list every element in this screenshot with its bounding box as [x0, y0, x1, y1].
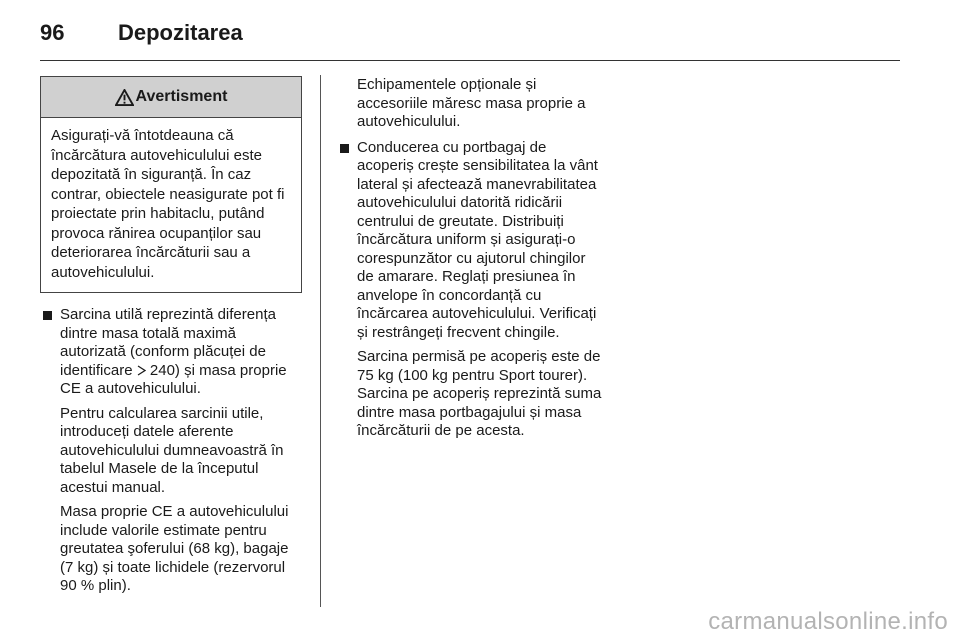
right-column	[337, 76, 605, 441]
section-title: Depozitarea	[118, 20, 243, 45]
header-rule	[40, 60, 900, 61]
warning-box	[40, 76, 302, 293]
paragraph-optional-equipment: Echipamentele opționale și accesoriile măresc masa proprie a autovehiculului.	[357, 76, 586, 130]
list-item-roof-rack	[337, 139, 605, 343]
column-divider	[320, 75, 321, 607]
bullet-text: Sarcina utilă reprezintă diferența dintre masa totală maximă autorizată (conform plăcuței de identificare 240) și masa proprie CE a autovehiculului.	[60, 306, 287, 397]
watermark: carmanualsonline.info	[708, 608, 948, 635]
warning-title: Avertisment	[135, 88, 228, 105]
bullet-text: Conducerea cu portbagaj de acoperiș crește sensibilitatea la vânt lateral și afectează manevrabilitatea autovehiculului datorită ridicării centrului de greutate. Distribuiți încărcătura uniform și asigurați-o corespunzător cu ajutorul chingilor de amarare. Reglați presiunea în anvelope în concordanță cu încărcarea autovehiculului. Verificați și restrângeți frecvent chingile.	[357, 138, 598, 341]
bullet-square-icon	[43, 311, 52, 320]
paragraph-payload-calc: Pentru calcularea sarcinii utile, introduceți datele aferente autovehiculului dumneavoastră în tabelul Masele de la începutul acestui manual.	[60, 404, 284, 496]
page-header	[40, 18, 243, 48]
warning-triangle-icon	[115, 89, 134, 106]
paragraph-roof-load: Sarcina permisă pe acoperiș este de 75 kg (100 kg pentru Sport tourer). Sarcina pe acoperiș reprezintă suma dintre masa portbagajului și masa încărcăturii de pe acesta.	[357, 348, 602, 439]
list-item-payload	[40, 306, 302, 399]
warning-header	[41, 77, 301, 118]
page-reference[interactable]: 240	[149, 361, 175, 379]
paragraph-ce-mass: Masa proprie CE a autovehiculului include valorile estimate pentru greutatea şoferului (68 kg), bagaje (7 kg) și toate lichidele (rezervorul 90 % plin).	[60, 503, 289, 594]
warning-body: Asigurați-vă întotdeauna că încărcătura autovehiculului este depozitată în siguranță. În caz contrar, obiectele neasigurate pot fi proiectate prin habitaclu, putând provoca rănirea ocupanților sau deteriorarea încărcăturii sau a autovehiculului.	[51, 127, 285, 281]
page-number: 96	[40, 20, 65, 45]
page-reference-arrow-icon	[137, 365, 146, 376]
bullet-square-icon	[340, 144, 349, 153]
left-column	[40, 76, 302, 596]
